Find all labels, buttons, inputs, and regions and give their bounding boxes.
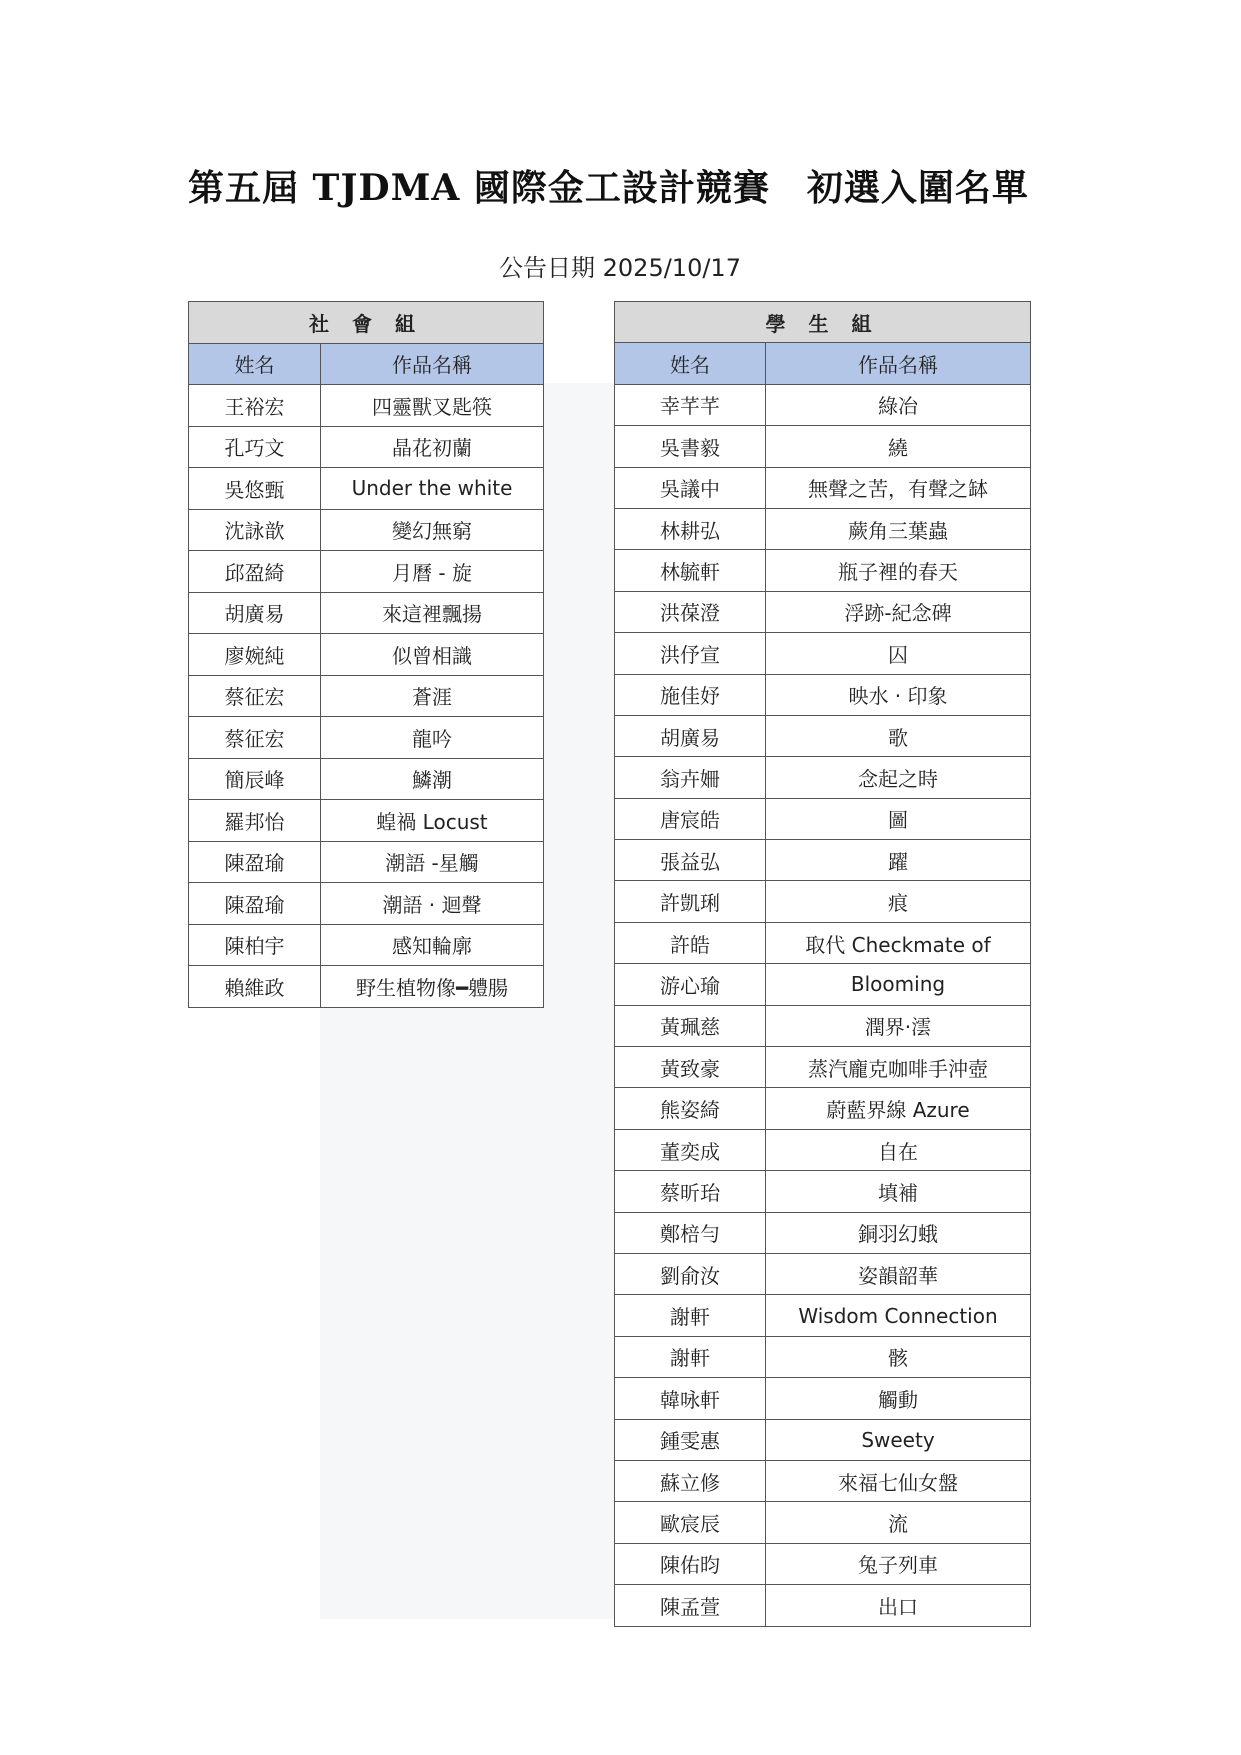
student-table-row xyxy=(615,1295,1031,1336)
student-entrant-name: 唐宸皓 xyxy=(615,798,766,839)
student-work-title: 痕 xyxy=(766,881,1031,922)
society-entrant-name: 賴維政 xyxy=(189,966,321,1008)
society-work-title: 野生植物像━軆腸 xyxy=(321,966,544,1008)
student-entrant-name: 謝軒 xyxy=(615,1336,766,1377)
society-work-title: 來這裡飄揚 xyxy=(321,592,544,634)
society-entrant-name: 蔡征宏 xyxy=(189,717,321,759)
student-work-title: 自在 xyxy=(766,1129,1031,1170)
student-entrant-name: 陳佑昀 xyxy=(615,1543,766,1584)
student-group-table xyxy=(614,301,1031,1627)
student-entrant-name: 胡廣易 xyxy=(615,715,766,756)
student-table-row xyxy=(615,467,1031,508)
student-table-row xyxy=(615,840,1031,881)
student-work-title: 囚 xyxy=(766,633,1031,674)
student-name-header: 姓名 xyxy=(615,343,766,384)
student-work-title: 浮跡-紀念碑 xyxy=(766,591,1031,632)
student-table-row xyxy=(615,674,1031,715)
society-work-title: 晶花初蘭 xyxy=(321,426,544,468)
student-entrant-name: 歐宸辰 xyxy=(615,1502,766,1543)
society-entrant-name: 吳悠甄 xyxy=(189,468,321,510)
student-table-row xyxy=(615,757,1031,798)
student-entrant-name: 鄭棓勻 xyxy=(615,1212,766,1253)
student-group-caption: 學 生 組 xyxy=(615,302,1031,343)
student-work-title: 念起之時 xyxy=(766,757,1031,798)
student-entrant-name: 游心瑜 xyxy=(615,964,766,1005)
society-table-row xyxy=(189,551,544,593)
society-group-caption: 社 會 組 xyxy=(189,302,544,344)
student-table-row xyxy=(615,964,1031,1005)
student-work-title: 姿韻韶華 xyxy=(766,1253,1031,1294)
announce-date: 公告日期 2025/10/17 xyxy=(499,254,741,282)
student-table-row xyxy=(615,1212,1031,1253)
society-table-row xyxy=(189,675,544,717)
society-entrant-name: 廖婉純 xyxy=(189,634,321,676)
society-work-title: 變幻無窮 xyxy=(321,509,544,551)
student-entrant-name: 許皓 xyxy=(615,922,766,963)
society-entrant-name: 簡辰峰 xyxy=(189,758,321,800)
student-entrant-name: 熊姿綺 xyxy=(615,1088,766,1129)
student-entrant-name: 張益弘 xyxy=(615,840,766,881)
student-entrant-name: 鍾雯惠 xyxy=(615,1419,766,1460)
student-work-title: 無聲之苦，有聲之缽 xyxy=(766,467,1031,508)
student-work-title: Blooming xyxy=(766,964,1031,1005)
society-work-header: 作品名稱 xyxy=(321,343,544,385)
society-table-row xyxy=(189,924,544,966)
student-work-title: 綠冶 xyxy=(766,384,1031,425)
society-group-table xyxy=(188,301,544,1008)
society-entrant-name: 陳盈瑜 xyxy=(189,841,321,883)
society-entrant-name: 孔巧文 xyxy=(189,426,321,468)
society-work-title: 蒼涯 xyxy=(321,675,544,717)
student-work-title: 映水 · 印象 xyxy=(766,674,1031,715)
student-entrant-name: 林毓軒 xyxy=(615,550,766,591)
student-table-row xyxy=(615,1543,1031,1584)
student-work-title: 骸 xyxy=(766,1336,1031,1377)
student-table-row xyxy=(615,1005,1031,1046)
student-table-row xyxy=(615,1253,1031,1294)
student-entrant-name: 林耕弘 xyxy=(615,508,766,549)
society-table-row xyxy=(189,385,544,427)
society-table-row xyxy=(189,592,544,634)
student-table-row xyxy=(615,1336,1031,1377)
student-work-title: 躍 xyxy=(766,840,1031,881)
student-entrant-name: 陳孟萱 xyxy=(615,1585,766,1626)
student-entrant-name: 謝軒 xyxy=(615,1295,766,1336)
society-table-row xyxy=(189,800,544,842)
student-table-row xyxy=(615,591,1031,632)
student-entrant-name: 劉俞汝 xyxy=(615,1253,766,1294)
society-entrant-name: 陳柏宇 xyxy=(189,924,321,966)
society-entrant-name: 胡廣易 xyxy=(189,592,321,634)
society-name-header: 姓名 xyxy=(189,343,321,385)
student-table-row xyxy=(615,426,1031,467)
society-table-row xyxy=(189,634,544,676)
student-table-row xyxy=(615,1129,1031,1170)
society-table-row xyxy=(189,717,544,759)
society-entrant-name: 沈詠歆 xyxy=(189,509,321,551)
student-work-title: 來福七仙女盤 xyxy=(766,1460,1031,1501)
society-table-row xyxy=(189,883,544,925)
student-table-row xyxy=(615,881,1031,922)
society-work-title: 龍吟 xyxy=(321,717,544,759)
student-table-row xyxy=(615,508,1031,549)
student-work-header: 作品名稱 xyxy=(766,343,1031,384)
student-work-title: 蔚藍界線 Azure xyxy=(766,1088,1031,1129)
society-entrant-name: 陳盈瑜 xyxy=(189,883,321,925)
student-table-row xyxy=(615,384,1031,425)
student-work-title: 銅羽幻蛾 xyxy=(766,1212,1031,1253)
society-work-title: 鱗潮 xyxy=(321,758,544,800)
student-table-row xyxy=(615,1088,1031,1129)
student-entrant-name: 吳書毅 xyxy=(615,426,766,467)
society-entrant-name: 羅邦怡 xyxy=(189,800,321,842)
student-table-row xyxy=(615,1419,1031,1460)
society-table-row xyxy=(189,966,544,1008)
student-work-title: 流 xyxy=(766,1502,1031,1543)
society-work-title: 潮語 · 迴聲 xyxy=(321,883,544,925)
student-work-title: 觸動 xyxy=(766,1378,1031,1419)
student-table-row xyxy=(615,1047,1031,1088)
student-work-title: 圖 xyxy=(766,798,1031,839)
student-work-title: 蕨角三葉蟲 xyxy=(766,508,1031,549)
student-work-title: 繞 xyxy=(766,426,1031,467)
student-table-row xyxy=(615,798,1031,839)
student-entrant-name: 施佳妤 xyxy=(615,674,766,715)
society-work-title: 四靈獸叉匙筷 xyxy=(321,385,544,427)
student-entrant-name: 黃珮慈 xyxy=(615,1005,766,1046)
society-work-title: 潮語 -星觸 xyxy=(321,841,544,883)
student-work-title: 蒸汽龐克咖啡手沖壺 xyxy=(766,1047,1031,1088)
student-work-title: 兔子列車 xyxy=(766,1543,1031,1584)
society-table-row xyxy=(189,758,544,800)
student-entrant-name: 董奕成 xyxy=(615,1129,766,1170)
society-table-row xyxy=(189,468,544,510)
student-table-row xyxy=(615,550,1031,591)
society-table-row xyxy=(189,426,544,468)
society-entrant-name: 王裕宏 xyxy=(189,385,321,427)
page-title: 第五屆 TJDMA 國際金工設計競賽 初選入圍名單 xyxy=(188,167,1029,209)
student-table-row xyxy=(615,715,1031,756)
society-work-title: 似曾相識 xyxy=(321,634,544,676)
student-entrant-name: 洪伃宣 xyxy=(615,633,766,674)
student-entrant-name: 黃致豪 xyxy=(615,1047,766,1088)
student-work-title: 瓶子裡的春天 xyxy=(766,550,1031,591)
society-work-title: 感知輪廓 xyxy=(321,924,544,966)
student-table-row xyxy=(615,1585,1031,1626)
society-table-row xyxy=(189,509,544,551)
society-work-title: 蝗禍 Locust xyxy=(321,800,544,842)
student-work-title: 歌 xyxy=(766,715,1031,756)
student-table-row xyxy=(615,1460,1031,1501)
student-entrant-name: 許凱琍 xyxy=(615,881,766,922)
student-entrant-name: 蔡昕珆 xyxy=(615,1171,766,1212)
student-table-row xyxy=(615,1171,1031,1212)
student-entrant-name: 韓咏軒 xyxy=(615,1378,766,1419)
student-work-title: Sweety xyxy=(766,1419,1031,1460)
student-entrant-name: 蘇立修 xyxy=(615,1460,766,1501)
student-work-title: 出口 xyxy=(766,1585,1031,1626)
student-table-row xyxy=(615,1502,1031,1543)
society-entrant-name: 蔡征宏 xyxy=(189,675,321,717)
student-work-title: 潤界·澐 xyxy=(766,1005,1031,1046)
society-work-title: 月曆 - 旋 xyxy=(321,551,544,593)
student-table-row xyxy=(615,633,1031,674)
student-entrant-name: 洪葆澄 xyxy=(615,591,766,632)
student-work-title: Wisdom Connection xyxy=(766,1295,1031,1336)
society-table-row xyxy=(189,841,544,883)
society-work-title: Under the white xyxy=(321,468,544,510)
student-entrant-name: 翁卉姍 xyxy=(615,757,766,798)
student-work-title: 取代 Checkmate of xyxy=(766,922,1031,963)
student-table-row xyxy=(615,1378,1031,1419)
student-work-title: 填補 xyxy=(766,1171,1031,1212)
student-entrant-name: 幸芊芊 xyxy=(615,384,766,425)
student-entrant-name: 吳議中 xyxy=(615,467,766,508)
student-table-row xyxy=(615,922,1031,963)
society-entrant-name: 邱盈綺 xyxy=(189,551,321,593)
